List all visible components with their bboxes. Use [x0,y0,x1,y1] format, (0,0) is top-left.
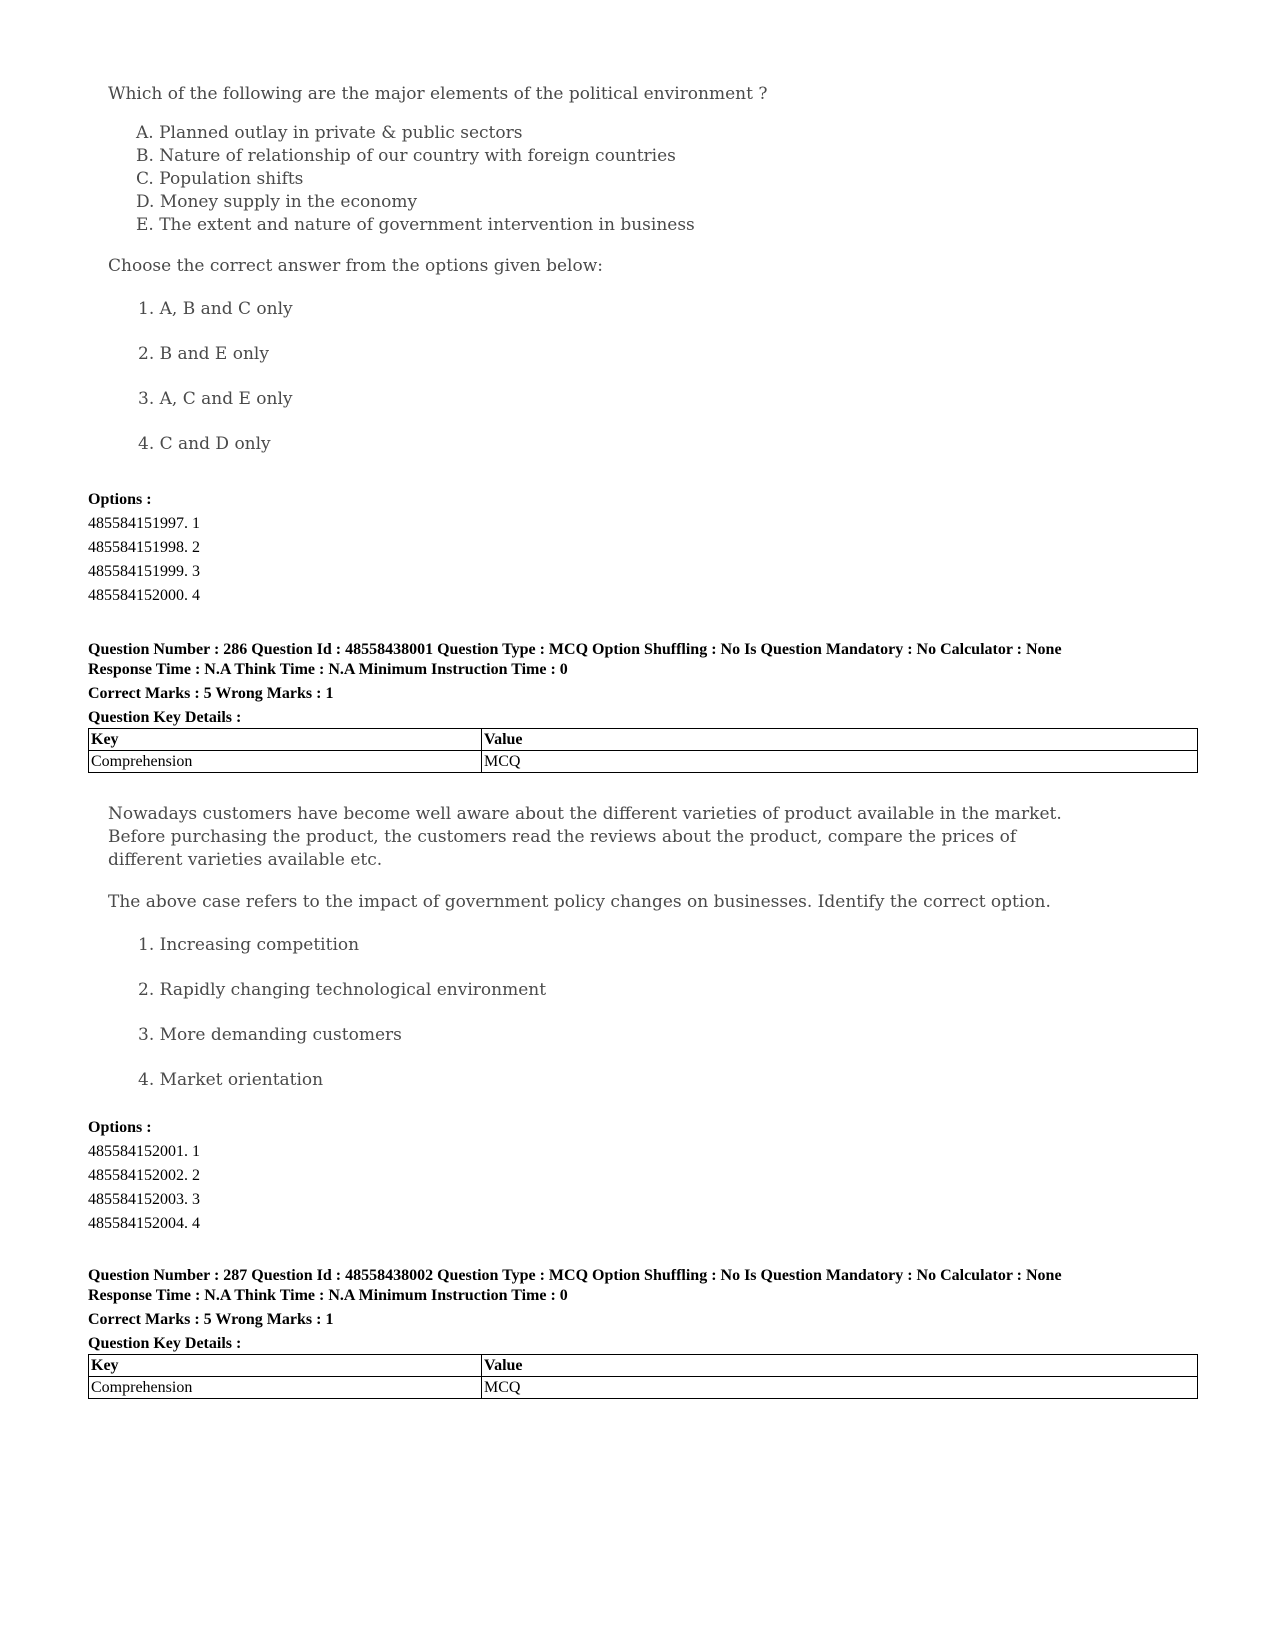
option-item: 485584151998. 2 [88,539,200,556]
option-item: 485584152000. 4 [88,587,200,604]
question-287-meta [88,1266,1200,1354]
answer-choices [108,923,1062,1103]
question-stem: The above case refers to the impact of government policy changes on businesses. Identify the correct option. [108,892,1051,912]
options-header: Options : [88,1119,152,1136]
key-details-label: Question Key Details : [88,709,242,726]
answer-choice: 1. Increasing competition [138,935,360,955]
table-row [89,1377,1198,1399]
passage-line: Nowadays customers have become well aware about the different varieties of product available in the market. [108,804,1062,824]
case-passage [108,803,1062,872]
options-list [88,1116,200,1236]
statement-item: E. The extent and nature of government intervention in business [136,215,695,235]
instruction-text: Choose the correct answer from the options given below: [108,256,603,276]
key-header: Key [89,729,482,751]
option-item: 485584152003. 3 [88,1191,200,1208]
statement-item: B. Nature of relationship of our country with foreign countries [136,146,676,166]
passage-line: different varieties available etc. [108,850,383,870]
statement-item: C. Population shifts [136,169,304,189]
value-header: Value [482,729,1198,751]
answer-choice: 2. B and E only [138,344,269,364]
question-key-table [88,728,1198,773]
marks-line: Correct Marks : 5 Wrong Marks : 1 [88,685,334,702]
question-meta-line: Response Time : N.A Think Time : N.A Minimum Instruction Time : 0 [88,661,568,678]
answer-choice: 2. Rapidly changing technological environment [138,980,547,1000]
question-285-image [108,82,767,467]
option-item: 485584151997. 1 [88,515,200,532]
option-item: 485584152004. 4 [88,1215,200,1232]
statement-item: A. Planned outlay in private & public sectors [136,123,523,143]
answer-choice: 3. A, C and E only [138,389,293,409]
answer-choice: 4. C and D only [138,434,271,454]
option-item: 485584152002. 2 [88,1167,200,1184]
table-row [89,751,1198,773]
value-cell: MCQ [482,751,1198,773]
option-item: 485584151999. 3 [88,563,200,580]
key-details-label: Question Key Details : [88,1335,242,1352]
table-header-row [89,729,1198,751]
key-cell: Comprehension [89,751,482,773]
value-header: Value [482,1355,1198,1377]
question-meta-line: Question Number : 286 Question Id : 48558438001 Question Type : MCQ Option Shuffling : No Is Question Mandatory : No Calculator : None [88,641,1062,658]
question-286-image [108,803,1062,1103]
question-key-table [88,1354,1198,1399]
answer-choices [108,287,767,467]
key-header: Key [89,1355,482,1377]
key-cell: Comprehension [89,1377,482,1399]
options-header: Options : [88,491,152,508]
answer-choice: 3. More demanding customers [138,1025,402,1045]
options-list [88,488,200,608]
option-item: 485584152001. 1 [88,1143,200,1160]
question-meta-line: Question Number : 287 Question Id : 48558438002 Question Type : MCQ Option Shuffling : No Is Question Mandatory : No Calculator : None [88,1267,1062,1284]
passage-line: Before purchasing the product, the customers read the reviews about the product, compare the prices of [108,827,1017,847]
value-cell: MCQ [482,1377,1198,1399]
marks-line: Correct Marks : 5 Wrong Marks : 1 [88,1311,334,1328]
answer-choice: 4. Market orientation [138,1070,324,1090]
question-stem: Which of the following are the major elements of the political environment ? [108,84,768,104]
table-header-row [89,1355,1198,1377]
answer-choice: 1. A, B and C only [138,299,293,319]
statement-list [108,122,767,237]
statement-item: D. Money supply in the economy [136,192,418,212]
question-meta-line: Response Time : N.A Think Time : N.A Minimum Instruction Time : 0 [88,1287,568,1304]
question-286-meta [88,640,1200,728]
